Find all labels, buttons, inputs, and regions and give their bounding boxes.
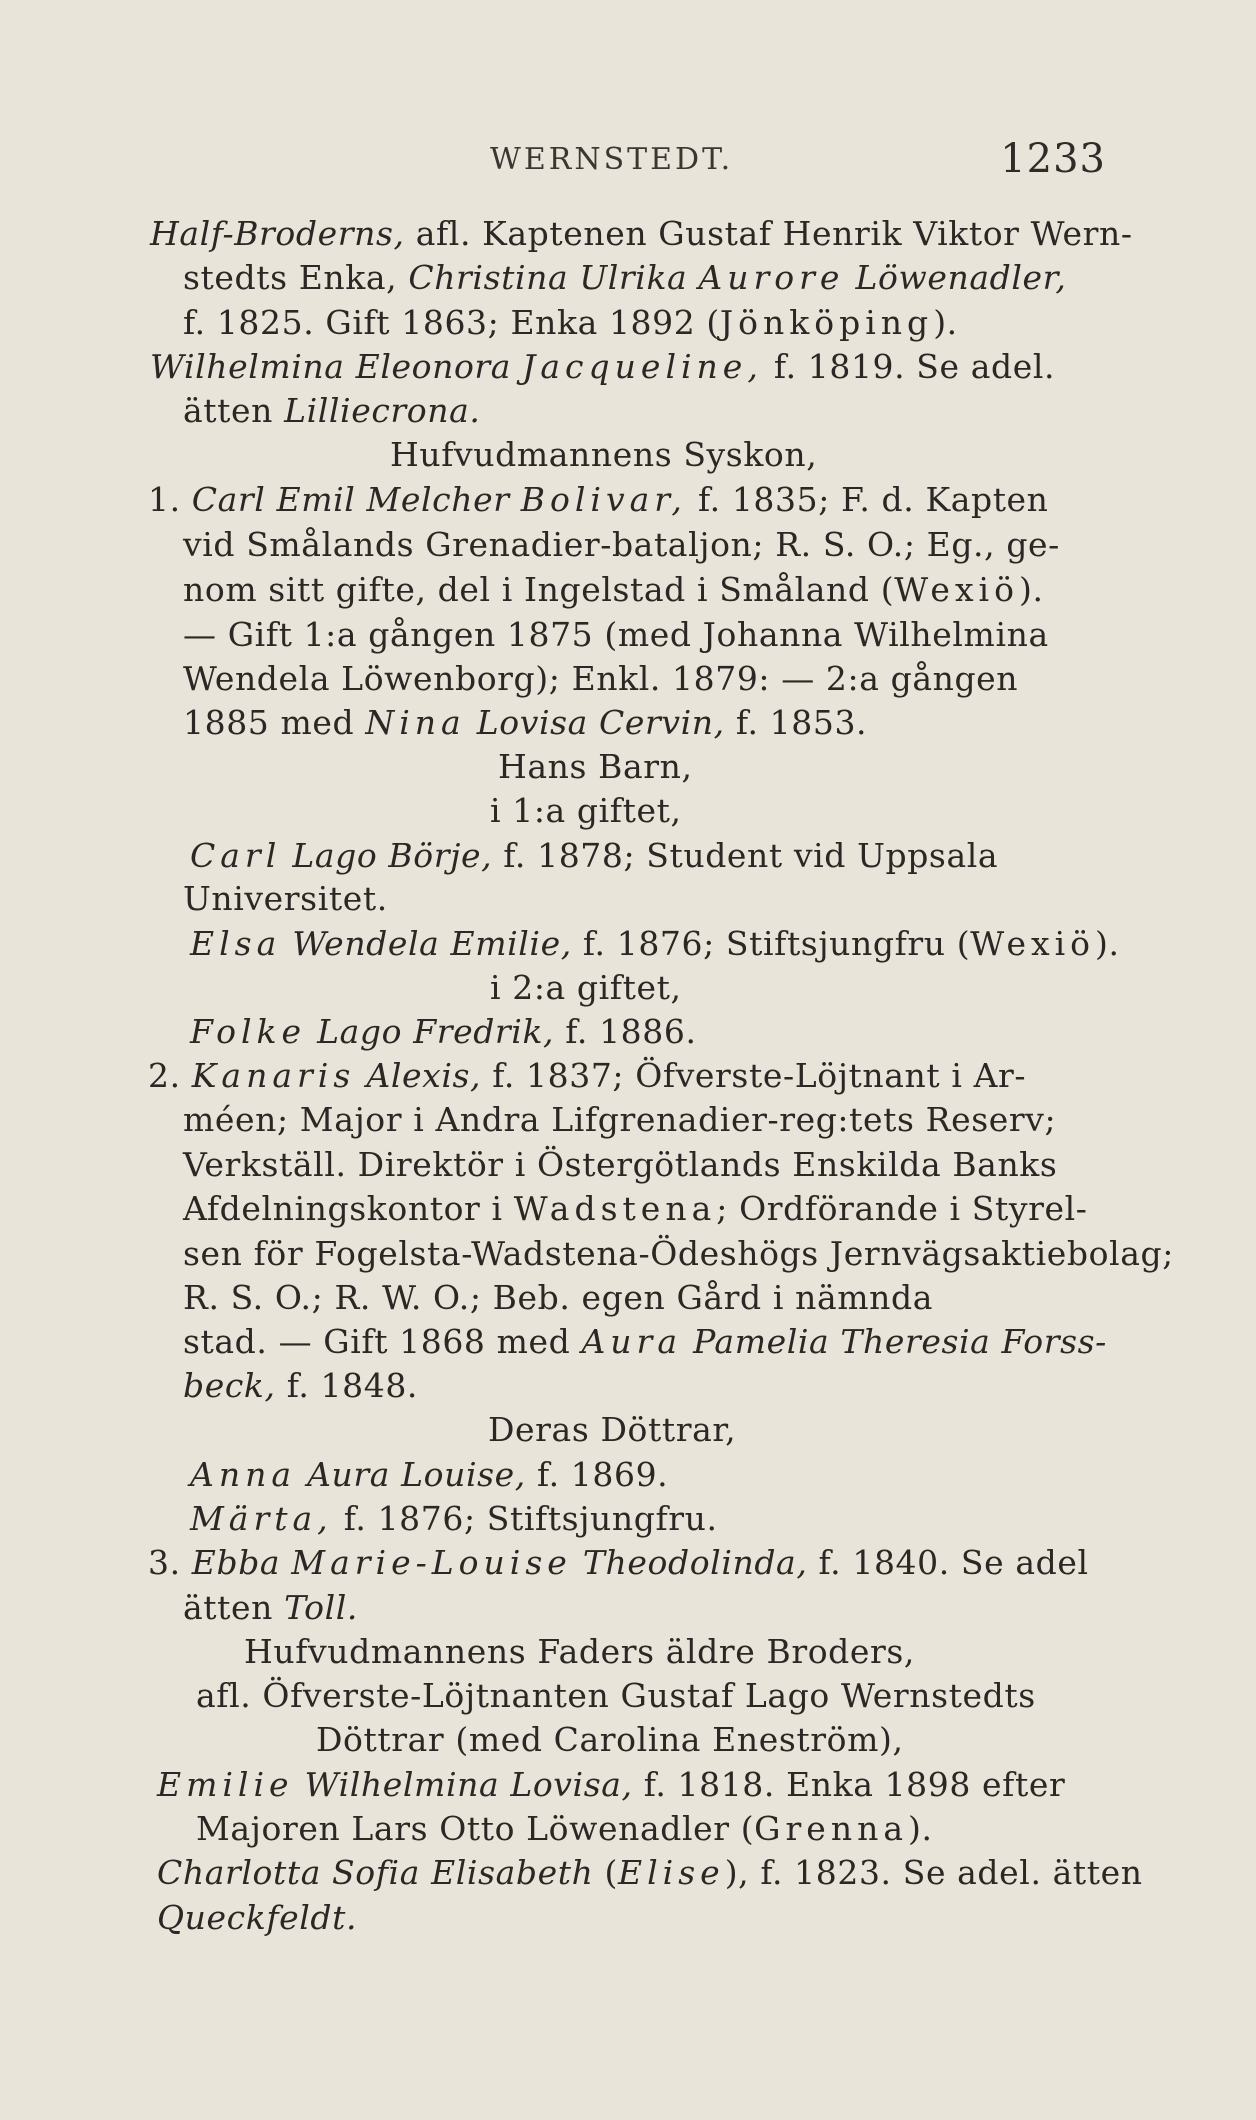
text-segment xyxy=(572,1543,583,1582)
text-segment xyxy=(281,924,292,963)
text-segment: f. 1886. xyxy=(554,1012,697,1051)
text-line xyxy=(183,1143,1057,1187)
text-segment: Theodolinda, xyxy=(582,1543,808,1582)
text-line xyxy=(183,389,480,433)
text-segment: Carl xyxy=(190,836,282,875)
text-line xyxy=(190,922,1120,966)
text-line xyxy=(183,256,1066,300)
text-segment: Carl Emil Melcher xyxy=(191,480,510,519)
text-segment: ), f. 1823. Se adel. ätten xyxy=(724,1853,1143,1892)
text-segment: Majoren Lars Otto Löwenadler ( xyxy=(196,1809,755,1848)
text-line xyxy=(148,1054,1026,1098)
text-segment: Deras Döttrar, xyxy=(488,1410,737,1449)
text-segment: f. 1837; Öfverste-Löjtnant i Ar- xyxy=(481,1056,1027,1095)
text-line xyxy=(244,1630,915,1674)
text-line xyxy=(190,1010,697,1054)
text-segment: 2. xyxy=(148,1056,192,1095)
text-line xyxy=(196,1807,933,1851)
text-segment: 1885 med xyxy=(183,703,366,742)
text-segment: Jacqueline, xyxy=(522,347,763,386)
text-segment: Aurore xyxy=(698,258,845,297)
text-segment: Wexiö xyxy=(894,570,1019,609)
text-segment: — Gift 1:a gången 1875 (med Johanna Wilhelmina xyxy=(183,615,1049,654)
text-segment: nom sitt gifte, del i Ingelstad i Småland ( xyxy=(183,570,895,609)
text-line xyxy=(390,433,817,477)
page-number: 1233 xyxy=(1000,136,1106,182)
text-segment: Elise xyxy=(618,1853,725,1892)
text-line xyxy=(196,1674,1036,1718)
text-segment: Folke xyxy=(190,1012,307,1051)
text-segment: Aura xyxy=(581,1322,682,1361)
text-segment: Half-Broderns, xyxy=(150,214,405,253)
text-segment: Afdelningskontor i xyxy=(183,1189,514,1228)
text-segment: i 1:a giftet, xyxy=(490,791,682,830)
text-segment: Aura Louise, xyxy=(307,1455,526,1494)
text-segment: ). xyxy=(933,303,958,342)
text-line xyxy=(183,1320,1107,1364)
text-segment: Wexiö xyxy=(970,924,1096,963)
text-segment: Döttrar (med Carolina Eneström), xyxy=(316,1720,904,1759)
text-segment: ). xyxy=(1018,570,1044,609)
text-segment: Lago Fredrik, xyxy=(317,1012,555,1051)
text-segment: Charlotta Sofia Elisabeth xyxy=(157,1853,594,1892)
text-segment: stedts Enka, xyxy=(183,258,409,297)
text-segment: f. 1840. Se adel xyxy=(807,1543,1089,1582)
text-segment: f. 1825. Gift 1863; Enka 1892 ( xyxy=(183,303,720,342)
text-segment: Marie-Louise xyxy=(291,1543,572,1582)
text-segment: afl. Öfverste-Löjtnanten Gustaf Lago Wernstedts xyxy=(196,1676,1036,1715)
text-segment: méen; Major i Andra Lifgrenadier-reg:tets Reserv; xyxy=(183,1100,1057,1139)
text-segment: vid Smålands Grenadier-bataljon; R. S. O.; Eg., ge- xyxy=(183,525,1060,564)
text-line xyxy=(498,745,693,789)
text-segment: f. 1876; Stiftsjungfru. xyxy=(332,1499,718,1538)
text-line xyxy=(157,1851,1143,1895)
text-line xyxy=(183,568,1044,612)
text-segment: Universitet. xyxy=(183,879,388,918)
text-line xyxy=(183,1187,1088,1231)
text-segment xyxy=(355,1056,366,1095)
text-segment: Löwenadler, xyxy=(855,258,1067,297)
text-segment xyxy=(296,1455,307,1494)
text-line xyxy=(183,877,388,921)
text-segment: Bolivar, xyxy=(520,480,687,519)
text-segment: Hufvudmannens Faders äldre Broders, xyxy=(244,1632,916,1671)
text-segment: Christina Ulrika xyxy=(408,258,688,297)
text-segment: Kanaris xyxy=(191,1056,356,1095)
text-segment: Wendela Emilie, xyxy=(292,924,572,963)
text-segment xyxy=(682,1322,693,1361)
text-line xyxy=(316,1718,904,1762)
text-line xyxy=(183,613,1049,657)
text-segment xyxy=(510,480,521,519)
text-line xyxy=(148,478,1049,522)
text-segment: Wadstena xyxy=(513,1189,717,1228)
text-segment xyxy=(294,1765,305,1804)
text-segment: Alexis, xyxy=(366,1056,482,1095)
text-segment: f. 1878; Student vid Uppsala xyxy=(492,836,999,875)
text-segment xyxy=(511,347,522,386)
text-segment: Hans Barn, xyxy=(498,747,693,786)
text-segment: Wilhelmina Eleonora xyxy=(150,347,512,386)
text-segment: i 2:a giftet, xyxy=(490,968,682,1007)
text-segment xyxy=(280,1543,291,1582)
page-header xyxy=(0,136,1256,186)
text-segment: f. 1853. xyxy=(724,703,868,742)
text-segment xyxy=(306,1012,317,1051)
text-segment: Lilliecrona. xyxy=(284,391,481,430)
text-segment: Ebba xyxy=(191,1543,281,1582)
text-segment: Elsa xyxy=(190,924,282,963)
text-segment: stad. — Gift 1868 med xyxy=(183,1322,582,1361)
text-line xyxy=(183,1098,1056,1142)
text-line xyxy=(183,1232,1174,1276)
text-segment: beck, xyxy=(183,1366,276,1405)
text-line xyxy=(183,301,958,345)
text-segment: Hufvudmannens Syskon, xyxy=(390,435,818,474)
text-line xyxy=(190,1497,718,1541)
text-line xyxy=(150,212,1133,256)
text-segment xyxy=(844,258,855,297)
text-segment: 3. xyxy=(148,1543,192,1582)
text-line xyxy=(490,789,682,833)
text-segment xyxy=(281,836,292,875)
text-segment: Queckfeldt. xyxy=(157,1898,358,1937)
text-line xyxy=(183,657,1018,701)
text-segment xyxy=(687,258,698,297)
text-line xyxy=(183,523,1060,567)
text-segment: ätten xyxy=(183,1588,285,1627)
text-segment: f. 1818. Enka 1898 efter xyxy=(632,1765,1066,1804)
text-line xyxy=(183,1586,358,1630)
text-segment: R. S. O.; R. W. O.; Beb. egen Gård i nämnda xyxy=(183,1278,933,1317)
text-line xyxy=(157,1896,357,1940)
text-segment: Nina xyxy=(365,703,466,742)
text-segment: ätten xyxy=(183,391,285,430)
text-line xyxy=(183,701,867,745)
text-line xyxy=(183,1276,933,1320)
text-segment: f. 1869. xyxy=(525,1455,669,1494)
text-segment xyxy=(466,703,477,742)
text-segment: f. 1835; F. d. Kapten xyxy=(686,480,1049,519)
text-line xyxy=(150,345,1055,389)
text-segment: Jönköping xyxy=(719,303,934,342)
text-segment: afl. Kaptenen Gustaf Henrik Viktor Wern- xyxy=(404,214,1133,253)
text-segment: Lovisa Cervin, xyxy=(476,703,725,742)
text-segment: Wendela Löwenborg); Enkl. 1879: — 2:a gången xyxy=(183,659,1019,698)
text-line xyxy=(190,1453,668,1497)
text-segment: ). xyxy=(908,1809,933,1848)
text-segment: Lago Börje, xyxy=(292,836,493,875)
text-segment: Grenna xyxy=(754,1809,909,1848)
text-line xyxy=(488,1408,736,1452)
text-segment: f. 1819. Se adel. xyxy=(762,347,1056,386)
text-segment: ; Ordförande i Styrel- xyxy=(716,1189,1088,1228)
text-line xyxy=(157,1763,1065,1807)
text-segment: Anna xyxy=(190,1455,297,1494)
text-segment: Märta, xyxy=(190,1499,333,1538)
text-segment: Verkställ. Direktör i Östergötlands Enskilda Banks xyxy=(183,1145,1058,1184)
text-segment: f. 1848. xyxy=(275,1366,419,1405)
text-line xyxy=(148,1541,1089,1585)
text-line xyxy=(183,1364,418,1408)
text-segment: Emilie xyxy=(157,1765,294,1804)
text-segment: Toll. xyxy=(284,1588,358,1627)
running-head: WERNSTEDT. xyxy=(490,142,734,177)
text-segment: Pamelia Theresia Forss- xyxy=(693,1322,1107,1361)
text-segment: sen för Fogelsta-Wadstena-Ödeshögs Jernvägsaktiebolag; xyxy=(183,1234,1174,1273)
text-line xyxy=(490,966,682,1010)
text-segment: ( xyxy=(593,1853,619,1892)
text-segment: 1. xyxy=(148,480,192,519)
text-segment: f. 1876; Stiftsjungfru ( xyxy=(571,924,971,963)
text-segment: ). xyxy=(1095,924,1120,963)
text-line xyxy=(190,834,998,878)
text-segment: Wilhelmina Lovisa, xyxy=(304,1765,633,1804)
